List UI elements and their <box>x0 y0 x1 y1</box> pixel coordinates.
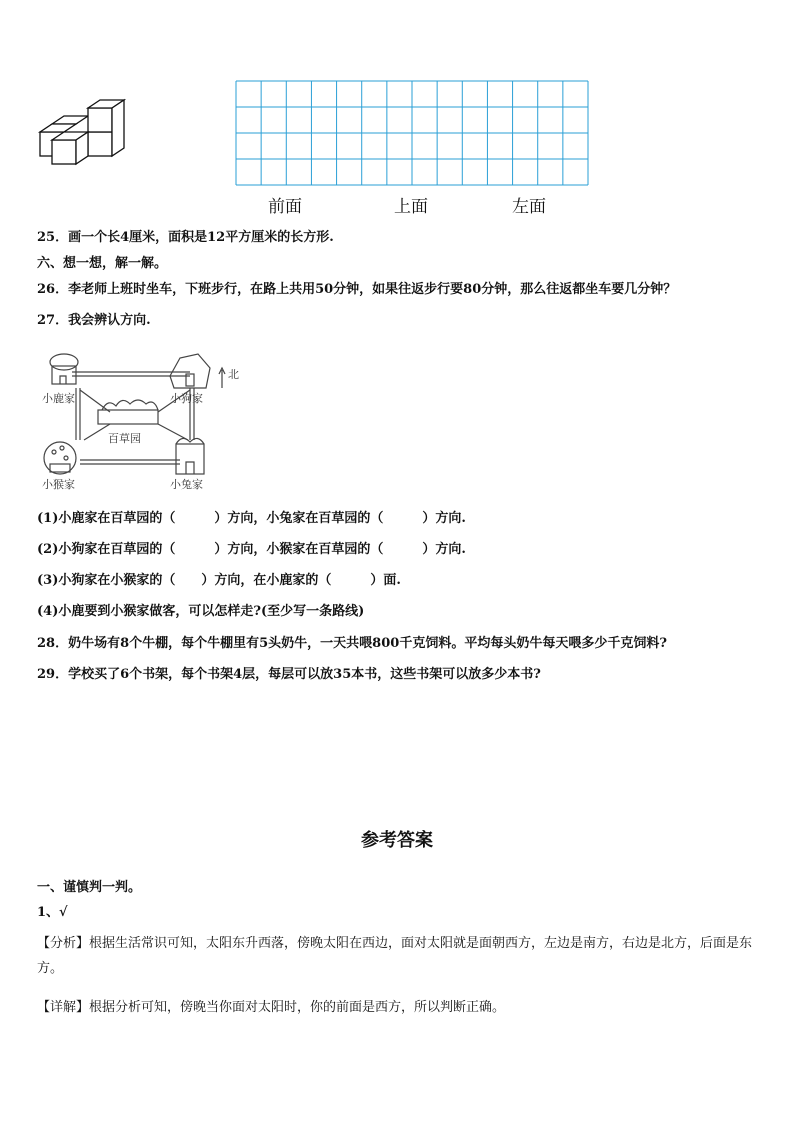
question-27-3: (3)小狗家在小猴家的（ ）方向，在小鹿家的（ ）面. <box>37 573 401 588</box>
grid-label-left: 左面 <box>512 197 546 217</box>
question-25: 25．画一个长4厘米，面积是12平方厘米的长方形. <box>37 230 334 245</box>
map-north-label: 北 <box>228 368 239 381</box>
question-26: 26．李老师上班时坐车，下班步行，在路上共用50分钟，如果往返步行要80分钟，那么往返都坐车要几分钟？ <box>37 282 677 297</box>
map-label-dog: 小狗家 <box>170 392 203 405</box>
drawing-grid <box>236 81 588 185</box>
question-27: 27．我会辨认方向. <box>37 313 151 328</box>
question-28: 28．奶牛场有8个牛棚，每个牛棚里有5头奶牛，一天共喂800千克饲料。平均每头奶牛每天喂多少千克饲料? <box>37 636 667 651</box>
cube-figure <box>38 96 138 176</box>
grid-label-front: 前面 <box>268 197 302 217</box>
answers-section-1: 一、谨慎判一判。 <box>37 880 142 895</box>
answer-detail: 【详解】根据分析可知，傍晚当你面对太阳时，你的前面是西方，所以判断正确。 <box>37 1000 506 1015</box>
question-29: 29．学校买了6个书架，每个书架4层，每层可以放35本书，这些书架可以放多少本书? <box>37 667 541 682</box>
question-27-1: (1)小鹿家在百草园的（ ）方向，小兔家在百草园的（ ）方向. <box>37 511 466 526</box>
map-label-rabbit: 小兔家 <box>170 478 203 491</box>
section-6-heading: 六、想一想，解一解。 <box>37 256 168 271</box>
question-27-4: (4)小鹿要到小猴家做客，可以怎样走?(至少写一条路线) <box>37 604 365 619</box>
question-27-2: (2)小狗家在百草园的（ ）方向，小猴家在百草园的（ ）方向. <box>37 542 466 557</box>
answer-item-1: 1、√ <box>37 905 68 920</box>
grid-label-top: 上面 <box>394 197 428 217</box>
answers-title: 参考答案 <box>361 830 433 851</box>
answer-analysis: 【分析】根据生活常识可知，太阳东升西落，傍晚太阳在西边，面对太阳就是面朝西方，左边是南方，右边是北方，后面是东方。 <box>37 936 753 976</box>
direction-map <box>40 348 240 498</box>
map-label-garden: 百草园 <box>108 432 141 445</box>
map-label-deer: 小鹿家 <box>42 392 75 405</box>
map-label-monkey: 小猴家 <box>42 478 75 491</box>
